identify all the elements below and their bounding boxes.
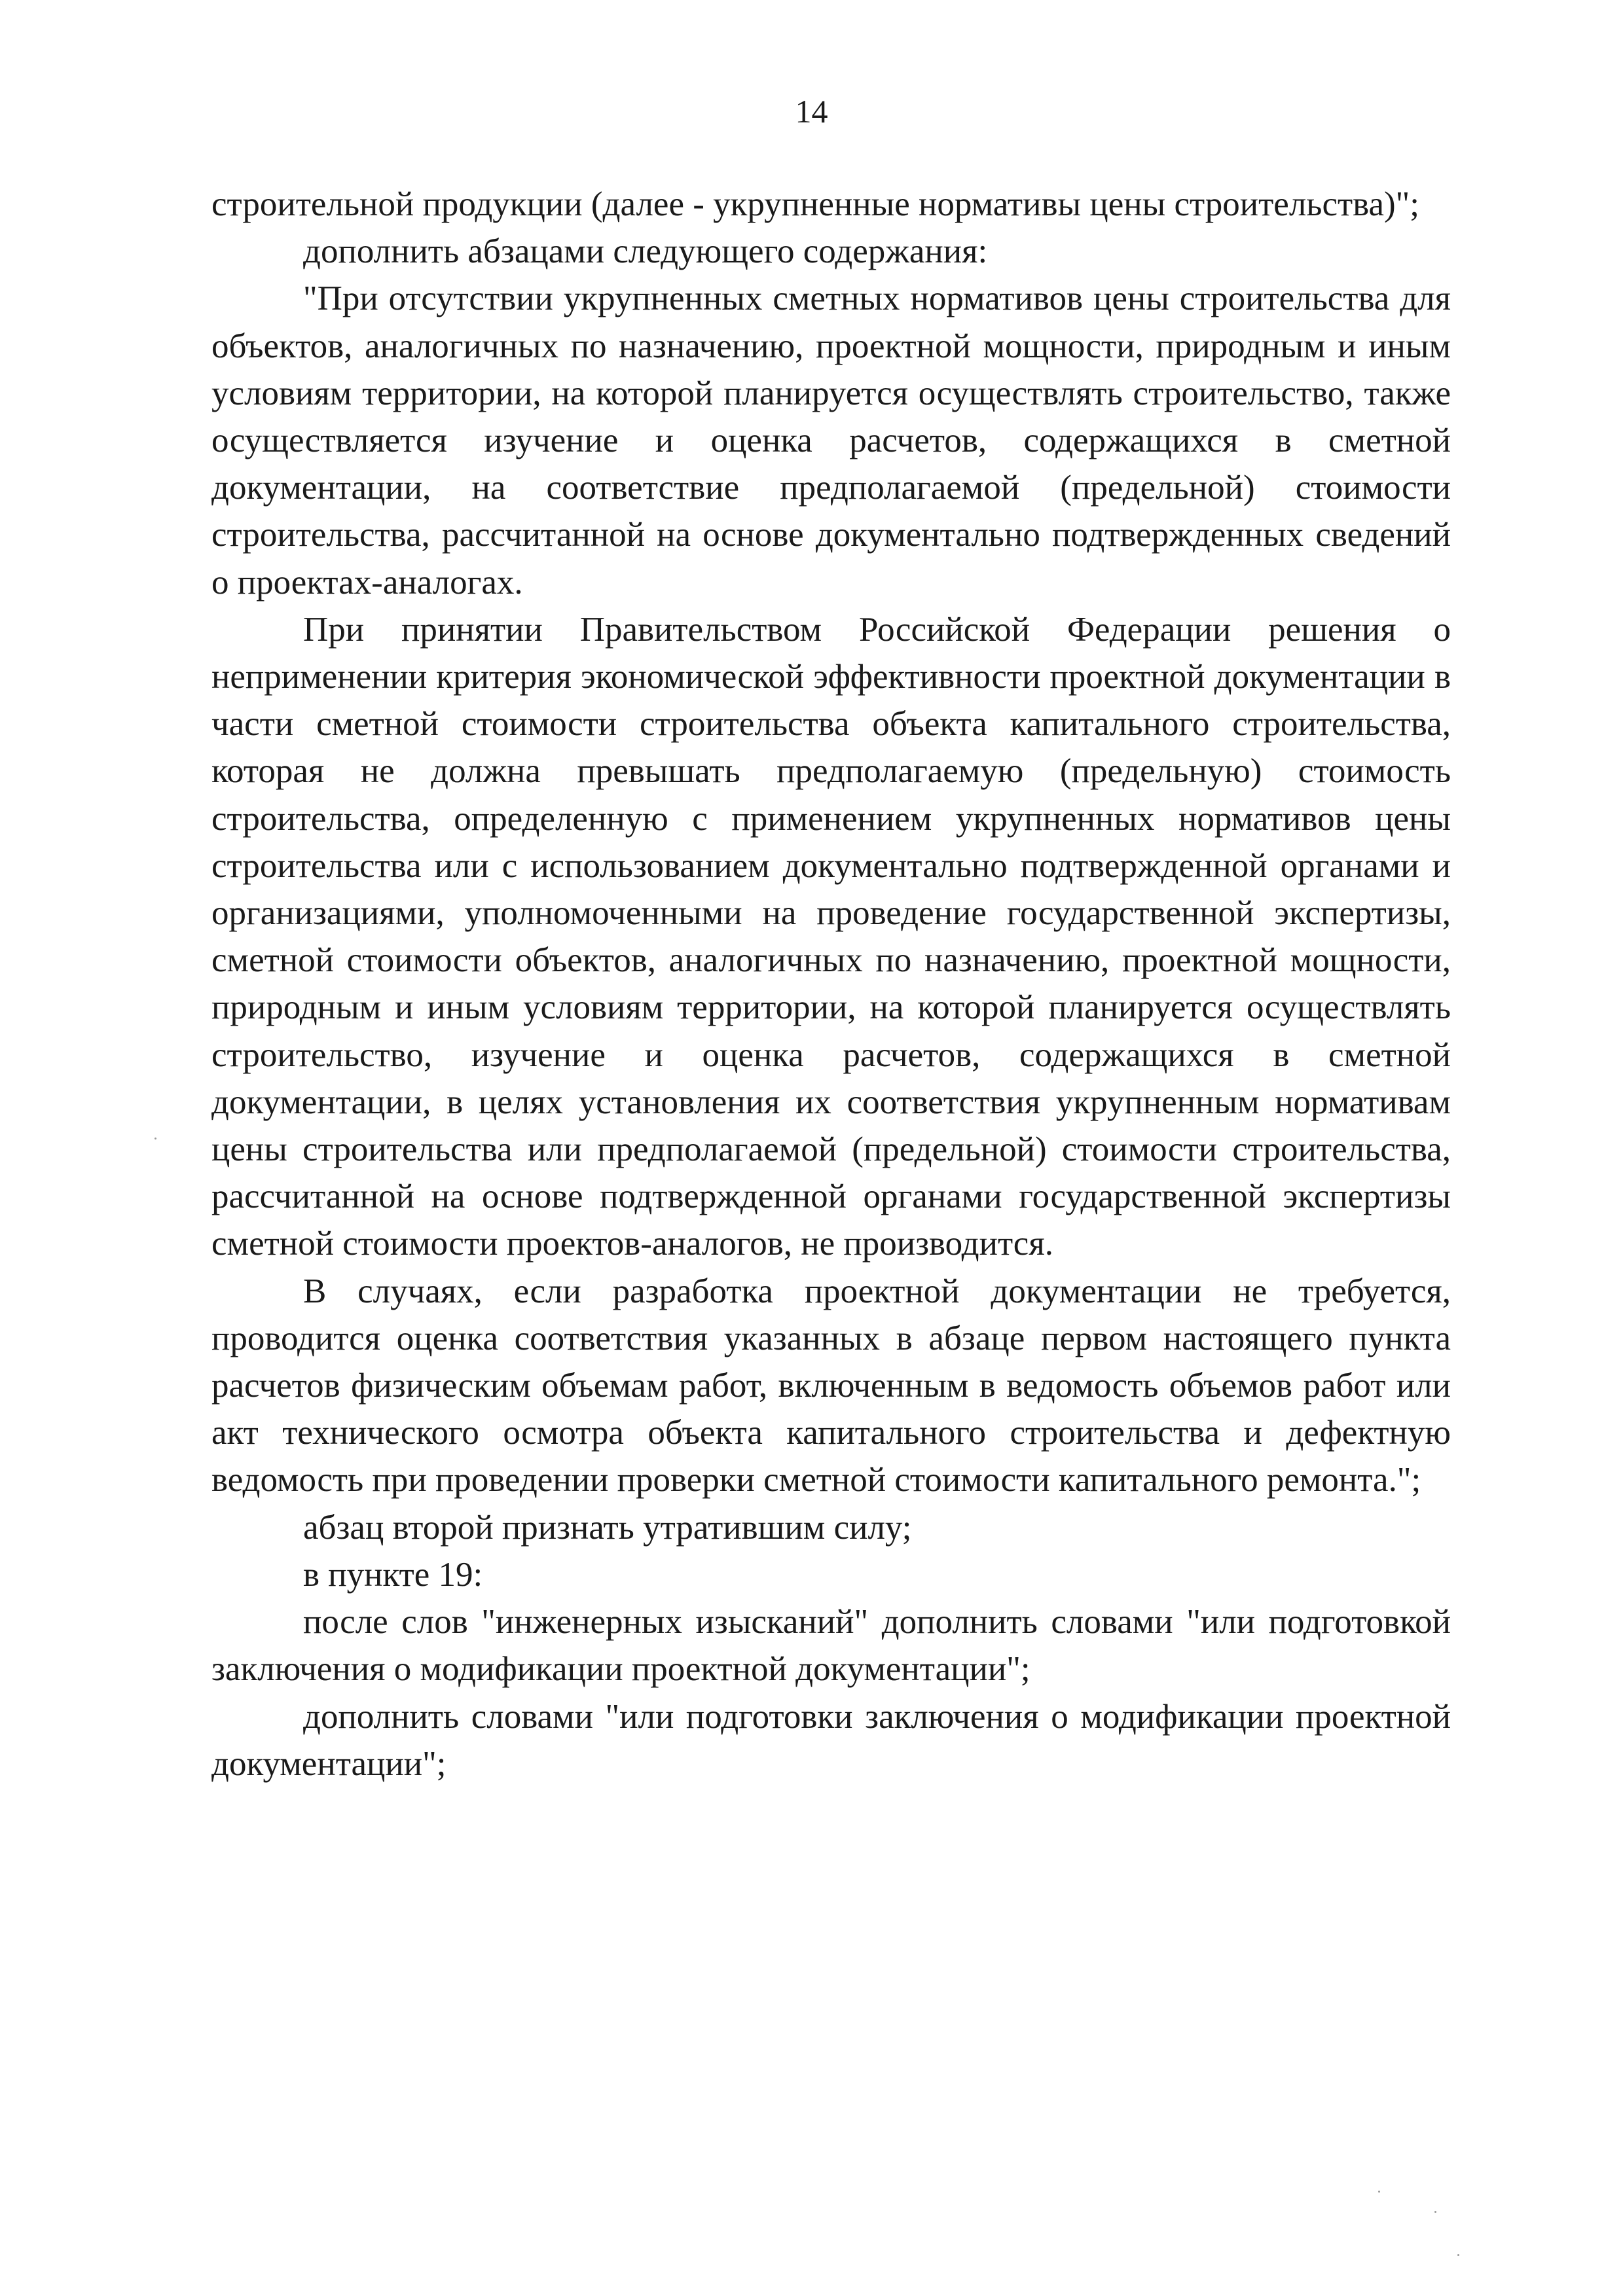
scan-speck (1457, 2254, 1459, 2256)
paragraph-supplement-words: дополнить словами "или подготовки заключения о модификации проектной документации"; (211, 1697, 1451, 1783)
paragraph-absence-norms: "При отсутствии укрупненных сметных нормативов цены строительства для объектов, аналогичных по назначению, проектной мощности, природным и иным условиям территории, на которой планируется осуществлять строительство, также осуществляется изучение и оценка расчетов, содержащихся в сметной документации, на соответствие предполагаемой (предельной) стоимости строительства, рассчитанной на основе документально подтвержденных сведений о проектах-аналогах. (211, 279, 1451, 601)
paragraph-repeal-second: абзац второй признать утратившим силу; (303, 1508, 912, 1547)
paragraph-continuation: строительной продукции (далее - укрупненные нормативы цены строительства)"; (211, 185, 1419, 223)
scan-speck (155, 1138, 156, 1139)
scan-speck (1434, 2211, 1436, 2213)
paragraph-clause-19: в пункте 19: (303, 1555, 483, 1594)
document-body (211, 181, 1451, 1787)
paragraph-no-design-docs: В случаях, если разработка проектной документации не требуется, проводится оценка соответствия указанных в абзаце первом настоящего пункта расчетов физическим объемам работ, включенным в ведомость объемов работ или акт технического осмотра объекта капитального строительства и дефектную ведомость при проведении проверки сметной стоимости капитального ремонта."; (211, 1272, 1451, 1499)
scan-speck (1378, 2191, 1380, 2193)
paragraph-government-decision: При принятии Правительством Российской Федерации решения о неприменении критерия экономической эффективности проектной документации в части сметной стоимости строительства объекта капитального строительства, которая не должна превышать предполагаемую (предельную) стоимость строительства, определенную с применением укрупненных нормативов цены строительства или с использованием документально подтвержденной органами и организациями, уполномоченными на проведение государственной экспертизы, сметной стоимости объектов, аналогичных по назначению, проектной мощности, природным и иным условиям территории, на которой планируется осуществлять строительство, изучение и оценка расчетов, содержащихся в сметной документации, в целях установления их соответствия укрупненным нормативам цены строительства или предполагаемой (предельной) стоимости строительства, рассчитанной на основе подтвержденной органами государственной экспертизы сметной стоимости проектов-аналогов, не производится. (211, 610, 1451, 1263)
page-number: 14 (795, 93, 828, 130)
paragraph-after-words: после слов "инженерных изысканий" дополнить словами "или подготовкой заключения о модификации проектной документации"; (211, 1603, 1451, 1689)
paragraph-add-instruction: дополнить абзацами следующего содержания: (303, 232, 988, 271)
